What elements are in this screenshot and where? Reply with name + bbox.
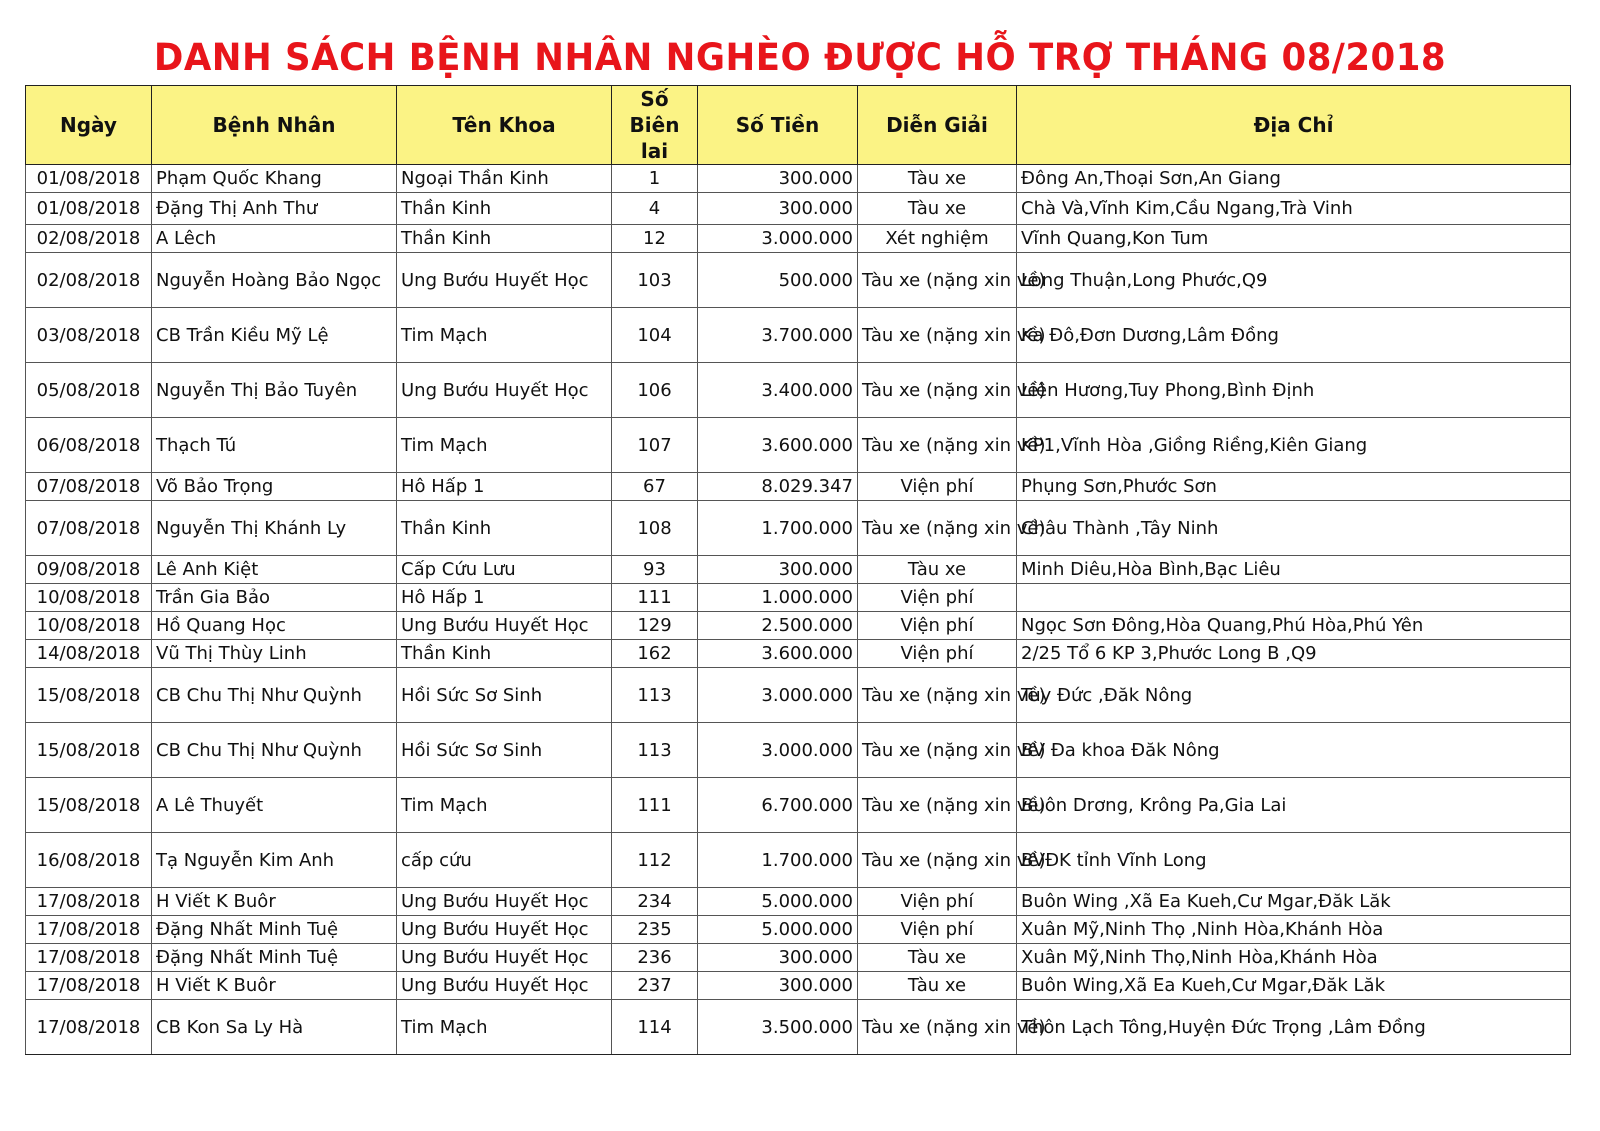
cell-amount: 300.000 xyxy=(698,556,858,584)
cell-date: 05/08/2018 xyxy=(26,363,152,418)
cell-address: KP1,Vĩnh Hòa ,Giồng Riềng,Kiên Giang xyxy=(1017,418,1571,473)
header-receipt: Số Biên lai xyxy=(612,86,698,165)
cell-date: 09/08/2018 xyxy=(26,556,152,584)
cell-department: Tim Mạch xyxy=(397,778,612,833)
cell-amount: 1.700.000 xyxy=(698,501,858,556)
cell-receipt: 112 xyxy=(612,833,698,888)
cell-date: 01/08/2018 xyxy=(26,193,152,225)
table-row xyxy=(26,723,1571,778)
cell-receipt: 236 xyxy=(612,944,698,972)
cell-description: Tàu xe (nặng xin về) xyxy=(858,668,1017,723)
cell-receipt: 113 xyxy=(612,723,698,778)
header-description: Diễn Giải xyxy=(858,86,1017,165)
cell-patient: Đặng Thị Anh Thư xyxy=(152,193,397,225)
cell-date: 10/08/2018 xyxy=(26,584,152,612)
cell-department: Thần Kinh xyxy=(397,225,612,253)
header-department: Tên Khoa xyxy=(397,86,612,165)
cell-date: 14/08/2018 xyxy=(26,640,152,668)
cell-patient: Vũ Thị Thùy Linh xyxy=(152,640,397,668)
cell-amount: 3.700.000 xyxy=(698,308,858,363)
cell-date: 01/08/2018 xyxy=(26,165,152,193)
cell-amount: 3.000.000 xyxy=(698,723,858,778)
cell-receipt: 111 xyxy=(612,584,698,612)
cell-receipt: 93 xyxy=(612,556,698,584)
cell-receipt: 67 xyxy=(612,473,698,501)
cell-receipt: 12 xyxy=(612,225,698,253)
cell-date: 07/08/2018 xyxy=(26,473,152,501)
cell-date: 10/08/2018 xyxy=(26,612,152,640)
cell-date: 03/08/2018 xyxy=(26,308,152,363)
cell-patient: Tạ Nguyễn Kim Anh xyxy=(152,833,397,888)
cell-receipt: 234 xyxy=(612,888,698,916)
table-row xyxy=(26,363,1571,418)
cell-patient: CB Chu Thị Như Quỳnh xyxy=(152,668,397,723)
cell-date: 15/08/2018 xyxy=(26,778,152,833)
cell-description: Tàu xe xyxy=(858,972,1017,1000)
cell-amount: 1.700.000 xyxy=(698,833,858,888)
cell-address: Xuân Mỹ,Ninh Thọ ,Ninh Hòa,Khánh Hòa xyxy=(1017,916,1571,944)
cell-address xyxy=(1017,584,1571,612)
cell-address: Thôn Lạch Tông,Huyện Đức Trọng ,Lâm Đồng xyxy=(1017,1000,1571,1055)
cell-date: 15/08/2018 xyxy=(26,668,152,723)
table-row xyxy=(26,640,1571,668)
table-row xyxy=(26,833,1571,888)
cell-department: Thần Kinh xyxy=(397,640,612,668)
cell-address: Ka Đô,Đơn Dương,Lâm Đồng xyxy=(1017,308,1571,363)
cell-patient: Nguyễn Hoàng Bảo Ngọc xyxy=(152,253,397,308)
cell-date: 06/08/2018 xyxy=(26,418,152,473)
table-row xyxy=(26,584,1571,612)
cell-amount: 300.000 xyxy=(698,165,858,193)
cell-receipt: 113 xyxy=(612,668,698,723)
cell-date: 17/08/2018 xyxy=(26,944,152,972)
cell-receipt: 104 xyxy=(612,308,698,363)
table-header-row xyxy=(26,86,1571,165)
cell-description: Tàu xe (nặng xin về) xyxy=(858,253,1017,308)
cell-amount: 3.600.000 xyxy=(698,640,858,668)
cell-department: Hồi Sức Sơ Sinh xyxy=(397,723,612,778)
patient-table xyxy=(25,85,1571,1055)
cell-date: 17/08/2018 xyxy=(26,1000,152,1055)
cell-address: Long Thuận,Long Phước,Q9 xyxy=(1017,253,1571,308)
table-row xyxy=(26,308,1571,363)
cell-date: 16/08/2018 xyxy=(26,833,152,888)
table-row xyxy=(26,165,1571,193)
cell-date: 15/08/2018 xyxy=(26,723,152,778)
cell-patient: Hồ Quang Học xyxy=(152,612,397,640)
cell-patient: Đặng Nhất Minh Tuệ xyxy=(152,944,397,972)
cell-patient: Thạch Tú xyxy=(152,418,397,473)
cell-receipt: 235 xyxy=(612,916,698,944)
cell-address: Đông An,Thoại Sơn,An Giang xyxy=(1017,165,1571,193)
cell-receipt: 129 xyxy=(612,612,698,640)
cell-department: Hô Hấp 1 xyxy=(397,473,612,501)
cell-amount: 6.700.000 xyxy=(698,778,858,833)
cell-department: Ung Bướu Huyết Học xyxy=(397,888,612,916)
cell-date: 17/08/2018 xyxy=(26,888,152,916)
cell-description: Tàu xe xyxy=(858,944,1017,972)
cell-amount: 3.500.000 xyxy=(698,1000,858,1055)
cell-amount: 3.000.000 xyxy=(698,668,858,723)
cell-department: Cấp Cứu Lưu xyxy=(397,556,612,584)
cell-description: Tàu xe xyxy=(858,165,1017,193)
cell-department: Ung Bướu Huyết Học xyxy=(397,253,612,308)
cell-description: Viện phí xyxy=(858,888,1017,916)
cell-description: Tàu xe (nặng xin về) xyxy=(858,308,1017,363)
cell-department: Ung Bướu Huyết Học xyxy=(397,916,612,944)
cell-description: Viện phí xyxy=(858,584,1017,612)
cell-receipt: 4 xyxy=(612,193,698,225)
cell-description: Xét nghiệm xyxy=(858,225,1017,253)
cell-patient: A Lêch xyxy=(152,225,397,253)
cell-patient: Phạm Quốc Khang xyxy=(152,165,397,193)
table-row xyxy=(26,225,1571,253)
header-address: Địa Chỉ xyxy=(1017,86,1571,165)
header-date: Ngày xyxy=(26,86,152,165)
cell-amount: 5.000.000 xyxy=(698,888,858,916)
cell-department: Tim Mạch xyxy=(397,1000,612,1055)
cell-amount: 3.400.000 xyxy=(698,363,858,418)
cell-description: Tàu xe (nặng xin về) xyxy=(858,1000,1017,1055)
cell-description: Tàu xe (nặng xin về) xyxy=(858,418,1017,473)
cell-patient: Lê Anh Kiệt xyxy=(152,556,397,584)
table-row xyxy=(26,972,1571,1000)
cell-address: Tuy Đức ,Đăk Nông xyxy=(1017,668,1571,723)
table-row xyxy=(26,612,1571,640)
cell-department: Ung Bướu Huyết Học xyxy=(397,612,612,640)
cell-address: Buôn Wing ,Xã Ea Kueh,Cư Mgar,Đăk Lăk xyxy=(1017,888,1571,916)
cell-department: Ung Bướu Huyết Học xyxy=(397,972,612,1000)
cell-description: Tàu xe xyxy=(858,556,1017,584)
cell-description: Tàu xe (nặng xin về) xyxy=(858,363,1017,418)
cell-address: Liên Hương,Tuy Phong,Bình Định xyxy=(1017,363,1571,418)
cell-address: Xuân Mỹ,Ninh Thọ,Ninh Hòa,Khánh Hòa xyxy=(1017,944,1571,972)
cell-amount: 300.000 xyxy=(698,972,858,1000)
cell-description: Tàu xe xyxy=(858,193,1017,225)
header-patient: Bệnh Nhân xyxy=(152,86,397,165)
cell-address: Buôn Wing,Xã Ea Kueh,Cư Mgar,Đăk Lăk xyxy=(1017,972,1571,1000)
cell-patient: Võ Bảo Trọng xyxy=(152,473,397,501)
cell-address: BVĐK tỉnh Vĩnh Long xyxy=(1017,833,1571,888)
table-row xyxy=(26,1000,1571,1055)
table-row xyxy=(26,944,1571,972)
cell-patient: Đặng Nhất Minh Tuệ xyxy=(152,916,397,944)
table-row xyxy=(26,253,1571,308)
table-row xyxy=(26,916,1571,944)
cell-patient: Nguyễn Thị Bảo Tuyên xyxy=(152,363,397,418)
cell-address: Buôn Drơng, Krông Pa,Gia Lai xyxy=(1017,778,1571,833)
cell-department: cấp cứu xyxy=(397,833,612,888)
cell-address: BV Đa khoa Đăk Nông xyxy=(1017,723,1571,778)
cell-description: Viện phí xyxy=(858,640,1017,668)
cell-date: 02/08/2018 xyxy=(26,253,152,308)
cell-date: 17/08/2018 xyxy=(26,916,152,944)
cell-address: Ngọc Sơn Đông,Hòa Quang,Phú Hòa,Phú Yên xyxy=(1017,612,1571,640)
cell-patient: CB Trần Kiều Mỹ Lệ xyxy=(152,308,397,363)
cell-receipt: 108 xyxy=(612,501,698,556)
cell-amount: 3.000.000 xyxy=(698,225,858,253)
cell-amount: 1.000.000 xyxy=(698,584,858,612)
cell-receipt: 162 xyxy=(612,640,698,668)
page-title: DANH SÁCH BỆNH NHÂN NGHÈO ĐƯỢC HỖ TRỢ THÁNG 08/2018 xyxy=(153,36,1447,79)
cell-address: Phụng Sơn,Phước Sơn xyxy=(1017,473,1571,501)
cell-date: 07/08/2018 xyxy=(26,501,152,556)
cell-patient: Nguyễn Thị Khánh Ly xyxy=(152,501,397,556)
cell-receipt: 107 xyxy=(612,418,698,473)
cell-receipt: 1 xyxy=(612,165,698,193)
cell-amount: 8.029.347 xyxy=(698,473,858,501)
cell-department: Ung Bướu Huyết Học xyxy=(397,363,612,418)
cell-amount: 300.000 xyxy=(698,193,858,225)
cell-patient: A Lê Thuyết xyxy=(152,778,397,833)
cell-description: Viện phí xyxy=(858,612,1017,640)
table-row xyxy=(26,888,1571,916)
cell-receipt: 114 xyxy=(612,1000,698,1055)
cell-patient: Trần Gia Bảo xyxy=(152,584,397,612)
cell-amount: 3.600.000 xyxy=(698,418,858,473)
cell-amount: 500.000 xyxy=(698,253,858,308)
cell-address: Vĩnh Quang,Kon Tum xyxy=(1017,225,1571,253)
cell-description: Viện phí xyxy=(858,473,1017,501)
cell-description: Tàu xe (nặng xin về) xyxy=(858,501,1017,556)
cell-address: Chà Và,Vĩnh Kim,Cầu Ngang,Trà Vinh xyxy=(1017,193,1571,225)
cell-receipt: 103 xyxy=(612,253,698,308)
cell-receipt: 237 xyxy=(612,972,698,1000)
cell-patient: H Viết K Buôr xyxy=(152,972,397,1000)
cell-address: Châu Thành ,Tây Ninh xyxy=(1017,501,1571,556)
header-amount: Số Tiền xyxy=(698,86,858,165)
table-row xyxy=(26,418,1571,473)
cell-department: Hồi Sức Sơ Sinh xyxy=(397,668,612,723)
cell-description: Tàu xe (nặng xin về) xyxy=(858,833,1017,888)
cell-department: Ung Bướu Huyết Học xyxy=(397,944,612,972)
cell-date: 17/08/2018 xyxy=(26,972,152,1000)
cell-receipt: 111 xyxy=(612,778,698,833)
table-row xyxy=(26,501,1571,556)
cell-department: Tim Mạch xyxy=(397,418,612,473)
cell-department: Tim Mạch xyxy=(397,308,612,363)
cell-amount: 2.500.000 xyxy=(698,612,858,640)
cell-address: Minh Diêu,Hòa Bình,Bạc Liêu xyxy=(1017,556,1571,584)
cell-description: Tàu xe (nặng xin về) xyxy=(858,723,1017,778)
cell-date: 02/08/2018 xyxy=(26,225,152,253)
cell-patient: CB Chu Thị Như Quỳnh xyxy=(152,723,397,778)
table-row xyxy=(26,193,1571,225)
table-row xyxy=(26,556,1571,584)
cell-address: 2/25 Tổ 6 KP 3,Phước Long B ,Q9 xyxy=(1017,640,1571,668)
cell-description: Viện phí xyxy=(858,916,1017,944)
cell-department: Hô Hấp 1 xyxy=(397,584,612,612)
cell-amount: 5.000.000 xyxy=(698,916,858,944)
cell-receipt: 106 xyxy=(612,363,698,418)
cell-department: Thần Kinh xyxy=(397,501,612,556)
cell-description: Tàu xe (nặng xin về) xyxy=(858,778,1017,833)
cell-department: Thần Kinh xyxy=(397,193,612,225)
cell-amount: 300.000 xyxy=(698,944,858,972)
table-row xyxy=(26,778,1571,833)
cell-patient: CB Kon Sa Ly Hà xyxy=(152,1000,397,1055)
table-row xyxy=(26,668,1571,723)
table-row xyxy=(26,473,1571,501)
cell-patient: H Viết K Buôr xyxy=(152,888,397,916)
cell-department: Ngoại Thần Kinh xyxy=(397,165,612,193)
